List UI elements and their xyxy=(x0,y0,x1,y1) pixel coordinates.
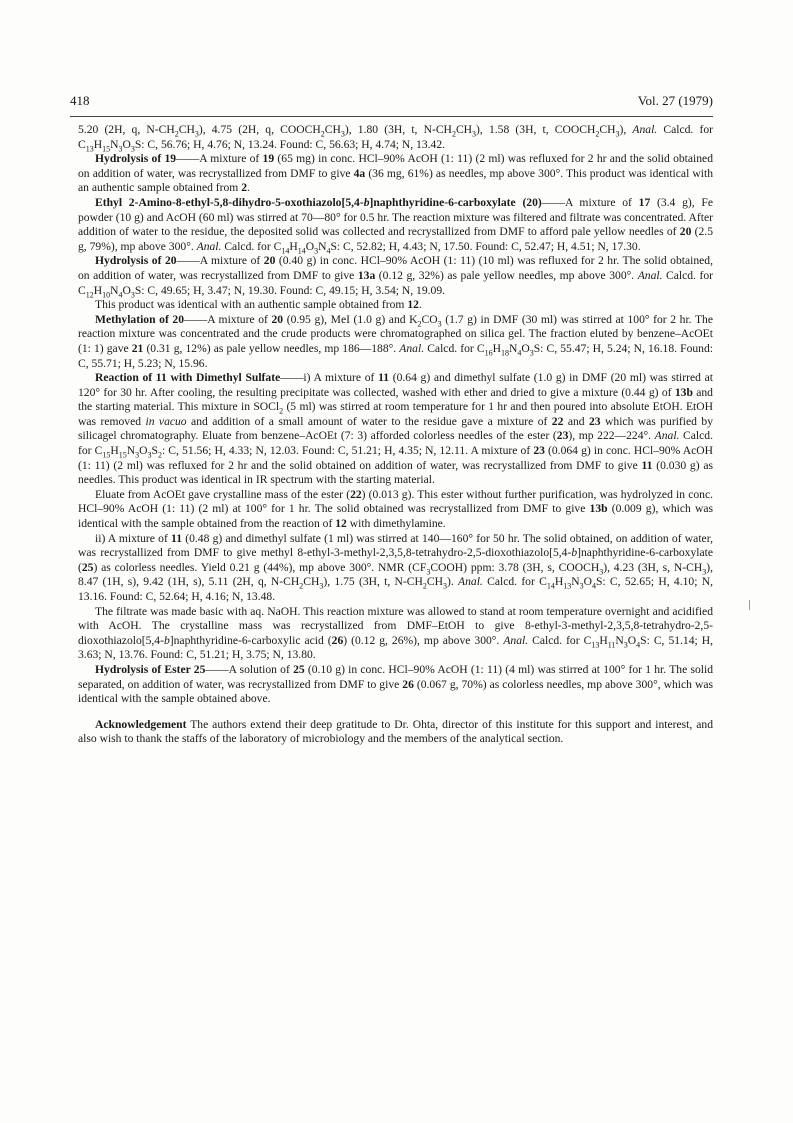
text-run: 26 xyxy=(402,677,414,691)
text-run: 2 xyxy=(417,319,422,329)
text-run: : C, 51.56; H, 4.33; N, 12.03. Found: C, 51.21; H, 4.35; N, 12.11. A mixture of xyxy=(161,444,534,458)
text-run: Calcd. for C xyxy=(78,429,713,458)
text-run: and addition of a small amount of water to the residue gave a mixture of xyxy=(186,414,552,428)
text-run: . xyxy=(247,181,250,195)
text-run: (2.5 g, 79%), mp above 300°. xyxy=(78,225,713,253)
text-run: 3 xyxy=(319,581,324,591)
text-run: in vacuo xyxy=(145,414,187,428)
text-run: Anal. xyxy=(637,268,663,282)
paragraph xyxy=(78,532,713,605)
text-run: 4a xyxy=(353,166,366,180)
text-run: Methylation of 20 xyxy=(95,312,185,326)
text-run: 2 xyxy=(157,450,162,460)
text-run: COOH) ppm: 3.78 (3H, s, COOCH xyxy=(430,560,600,574)
text-run: 3 xyxy=(135,450,140,460)
text-run: 5.20 (2H, q, N-CH xyxy=(78,123,175,136)
text-run: S: C, 52.65; H, 4.10; N, 13.16. Found: C, 52.64; H, 4.16; N, 13.48. xyxy=(78,575,713,603)
text-run: Anal. xyxy=(654,429,680,443)
text-run: ) (0.12 g, 26%), mp above 300°. xyxy=(343,633,504,647)
text-run: ——A mixture of xyxy=(184,312,272,326)
text-run: This product was identical with an authentic sample obtained from xyxy=(95,298,408,312)
text-run: CO xyxy=(421,312,438,326)
text-run: 4 xyxy=(326,246,331,256)
text-run: 12 xyxy=(85,289,94,299)
text-run: 23 xyxy=(533,444,545,458)
text-run: 25 xyxy=(293,662,305,676)
text-run: 20 xyxy=(271,312,284,326)
text-run: 2 xyxy=(595,129,600,139)
text-run: 21 xyxy=(131,341,144,355)
text-run: (0.48 g) and dimethyl sulfate (1 ml) was stirred at 140—160° for 50 hr. The solid obtained, on addition of water, was recrystallized from DMF to give methyl 8-ethyl-3-methyl-2,3,5,8-tetrahydro-2,5-dioxothiazolo[5,4- xyxy=(78,531,713,560)
text-run: ——A solution of xyxy=(205,662,294,676)
text-run: H xyxy=(289,239,298,253)
text-run: 23 xyxy=(589,414,601,428)
experimental-text xyxy=(78,123,713,747)
text-run: S: C, 55.47; H, 5.24; N, 16.18. Found: C, 55.71; H, 5.23; N, 15.96. xyxy=(78,341,713,370)
text-run: . xyxy=(418,298,422,312)
text-run: N xyxy=(508,341,518,355)
text-run: S: C, 56.76; H, 4.76; N, 13.24. Found: C, 56.63; H, 4.74; N, 13.42. xyxy=(134,137,446,151)
text-run: ), xyxy=(619,123,633,136)
paragraph xyxy=(78,605,713,663)
text-run: N xyxy=(318,239,327,253)
text-run: Anal. xyxy=(632,123,658,136)
text-run: b xyxy=(163,633,170,647)
text-run: N xyxy=(615,633,624,647)
text-run: Calcd. for C xyxy=(528,633,592,647)
text-run: ), mp 222—224°. xyxy=(568,429,655,443)
text-run: 13 xyxy=(563,581,572,591)
text-run: O xyxy=(122,137,131,151)
text-run: (0.31 g, 12%) as pale yellow needles, mp 186—188°. xyxy=(143,341,400,355)
text-run: O xyxy=(583,575,592,589)
text-run: b xyxy=(363,195,370,209)
text-run: (65 mg) in conc. HCl–90% AcOH (1: 11) (2 ml) was refluxed for 2 hr and the solid obtained on addition of water, was recrystallized from DMF to give xyxy=(78,152,713,180)
text-run: S xyxy=(151,444,158,458)
text-run: The authors extend their deep gratitude to Dr. Ohta, director of this institute for this support and interest, and also wish to thank the staffs of the laboratory of microbiology and the members of the analytical section. xyxy=(78,717,713,746)
text-run: (0.064 g) in conc. HCl–90% AcOH (1: 11) (2 ml) was refluxed for 2 hr and the solid obtained on addition of water, was recrystallized from DMF to give xyxy=(78,444,713,472)
text-run: (5 ml) was stirred at room temperature for 1 hr and then poured into absolute EtOH. EtOH was removed xyxy=(78,400,713,428)
text-run: ——A mixture of xyxy=(176,152,263,166)
text-run: 3 xyxy=(426,567,431,577)
text-run: S: C, 52.82; H, 4.43; N, 17.50. Found: C, 52.47; H, 4.51; N, 17.30. xyxy=(330,239,641,253)
text-run: Calcd. for C xyxy=(78,123,713,151)
text-run: which was purified by silicagel chromatography. Eluate from benzene–AcOEt (7: 3) afforded colorless needles of the ester ( xyxy=(78,414,713,443)
text-run: 19 xyxy=(262,152,275,166)
text-run: CH xyxy=(324,123,341,136)
text-run: 15 xyxy=(118,450,127,460)
text-run: Hydrolysis of 19 xyxy=(95,152,177,166)
text-run: ), 4.75 (2H, q, COOCH xyxy=(198,123,321,136)
text-run: 2 xyxy=(174,129,179,139)
text-run: 2 xyxy=(451,129,456,139)
text-run: 10 xyxy=(102,289,111,299)
text-run: 4 xyxy=(591,581,596,591)
text-run: (3.4 g), Fe powder (10 g) and AcOH (60 ml) was stirred at 70—80° for 0.5 hr. The reaction mixture was filtered and filtrate was concentrated. After addition of water to the residue, the deposited solid was collected and recrystallized from DMF to afford pale yellow needles of xyxy=(78,195,714,239)
text-run: CH xyxy=(178,123,195,136)
text-run: with dimethylamine. xyxy=(346,517,446,531)
text-run: 4 xyxy=(118,289,123,299)
text-run: N xyxy=(110,283,119,297)
text-run: Ethyl 2-Amino-8-ethyl-5,8-dihydro-5-oxothiazolo[5,4- xyxy=(95,195,364,209)
text-run: O xyxy=(122,283,131,297)
text-run: 17 xyxy=(638,195,651,209)
text-run: H xyxy=(110,444,119,458)
text-run: ]naphthyridine-6-carboxylic acid ( xyxy=(169,633,332,647)
text-run: Anal. xyxy=(503,633,529,647)
text-run: 13 xyxy=(85,143,94,153)
text-run: Calcd. for C xyxy=(221,239,282,253)
text-run: H xyxy=(93,283,103,297)
text-run: 2 xyxy=(422,581,427,591)
text-run: 3 xyxy=(194,129,199,139)
text-run: ), 1.75 (3H, t, N-CH xyxy=(323,575,423,589)
text-run: 3 xyxy=(130,143,135,153)
text-run: O xyxy=(139,444,148,458)
text-run: 3 xyxy=(130,289,135,299)
paragraph xyxy=(78,298,713,313)
text-run: 11 xyxy=(641,458,653,472)
text-run: 26 xyxy=(331,633,344,647)
text-run: 15 xyxy=(102,143,111,153)
paragraph xyxy=(78,718,713,747)
text-run: Calcd. for C xyxy=(482,575,547,589)
text-run: 3 xyxy=(599,567,604,577)
text-run: N xyxy=(571,575,580,589)
text-run: ]naphthyridine-6-carboxylate ( xyxy=(78,546,713,574)
text-run: 23 xyxy=(556,429,569,443)
paragraph xyxy=(78,313,713,371)
text-run: S: C, 49.65; H, 3.47; N, 19.30. Found: C, 49.15; H, 3.54; N, 19.09. xyxy=(134,283,446,297)
text-run: H xyxy=(554,575,564,589)
text-run: 4 xyxy=(636,640,641,650)
text-run: ]naphthyridine-6-carboxylate (20) xyxy=(369,195,542,209)
text-run: ). xyxy=(447,575,459,589)
text-run: ), 1.80 (3H, t, N-CH xyxy=(344,123,452,136)
text-run: H xyxy=(492,341,501,355)
text-run: ) (0.013 g). This ester without further purification, was hydrolyzed in conc. HCl–90% AcOH (1: 11) (2 ml) at 100° for 1 hr. The solid obtained was recrystallized from DMF to give xyxy=(78,487,713,516)
text-run: 13a xyxy=(357,268,376,282)
text-run: O xyxy=(521,341,530,355)
text-run: Anal. xyxy=(196,239,222,253)
text-run: (0.64 g) and dimethyl sulfate (1.0 g) in DMF (20 ml) was stirred at 120° for 30 hr. After cooling, the resulting precipitate was collected, washed with ether and dried to give a mixture (0.44 g) of xyxy=(78,371,713,399)
text-run: 3 xyxy=(615,129,620,139)
text-run: CH xyxy=(426,575,443,589)
text-run: 14 xyxy=(297,246,306,256)
text-run: ——A mixture of xyxy=(541,195,639,209)
text-run: 14 xyxy=(546,581,555,591)
text-run: 16 xyxy=(484,348,493,358)
text-run: 3 xyxy=(118,143,123,153)
text-run: Acknowledgement xyxy=(95,717,187,731)
text-run: ——i) A mixture of xyxy=(280,371,379,385)
text-run: Calcd. for C xyxy=(424,341,485,355)
text-run: 3 xyxy=(529,348,534,358)
text-run: O xyxy=(627,633,637,647)
text-run: 3 xyxy=(702,567,707,577)
text-run: 13 xyxy=(591,640,600,650)
text-run: 11 xyxy=(171,531,183,545)
text-run: 3 xyxy=(579,581,584,591)
text-run: and xyxy=(563,414,589,428)
text-run: 18 xyxy=(500,348,509,358)
text-run: 12 xyxy=(335,517,347,531)
text-run: 4 xyxy=(517,348,522,358)
paragraph xyxy=(78,254,713,298)
text-run: (0.009 g), which was identical with the sample obtained from the reaction of xyxy=(78,502,713,531)
text-run: CH xyxy=(455,123,473,136)
text-run: 14 xyxy=(281,246,290,256)
text-run: and the starting material. This mixture in SOCl xyxy=(78,385,713,414)
text-run: 13b xyxy=(674,385,693,399)
text-run: Reaction of 11 with Dimethyl Sulfate xyxy=(95,371,281,385)
text-run: O xyxy=(305,239,315,253)
text-run: 3 xyxy=(623,640,628,650)
text-run: The filtrate was made basic with aq. NaOH. This reaction mixture was allowed to stand at room temperature overnight and acidified with AcOH. The crystalline mass was recrystallized from DMF–EtOH to give 8-ethyl-3-methyl-2,3,5,8-tetrahydro-2,5-dioxothiazolo[5,4- xyxy=(78,604,713,647)
text-run: H xyxy=(93,137,103,151)
text-run: ), 1.58 (3H, t, COOCH xyxy=(476,123,596,136)
text-run: (36 mg, 61%) as needles, mp above 300°. This product was identical with an authentic sample obtained from xyxy=(78,166,714,195)
text-run: 13b xyxy=(589,502,608,516)
text-run: 22 xyxy=(350,487,362,501)
text-run: Anal. xyxy=(399,341,425,355)
text-run: 2 xyxy=(279,406,284,416)
text-run: 12 xyxy=(407,298,419,312)
text-run: N xyxy=(110,137,119,151)
text-run: Anal. xyxy=(458,575,483,589)
text-run: 3 xyxy=(472,129,477,139)
text-run: 2 xyxy=(299,581,304,591)
text-run: (1.7 g) in DMF (30 ml) was stirred at 100° for 2 hr. The reaction mixture was concentrated and the crude products were chromatographed on silica gel. The fraction eluted by benzene–AcOEt (1: 1) gave xyxy=(78,312,713,355)
text-run: (0.10 g) in conc. HCl–90% AcOH (1: 11) (4 ml) was stirred at 100° for 1 hr. The solid separated, on addition of water, was recrystallized from DMF to give xyxy=(78,662,713,691)
text-run: 3 xyxy=(340,129,345,139)
paragraph xyxy=(78,663,713,707)
text-run: 20 xyxy=(679,225,692,239)
text-run: H xyxy=(599,633,608,647)
text-run: 15 xyxy=(102,450,111,460)
page-number: 418 xyxy=(70,93,90,108)
text-run: 3 xyxy=(443,581,447,591)
text-run: 22 xyxy=(551,414,564,428)
text-run: N xyxy=(126,444,136,458)
text-run: 11 xyxy=(607,640,616,650)
margin-mark xyxy=(749,600,750,610)
text-run: ii) A mixture of xyxy=(95,531,172,545)
text-run: ——A mixture of xyxy=(176,254,264,268)
text-run: Hydrolysis of 20 xyxy=(95,254,177,268)
text-run: (0.12 g, 32%) as pale yellow needles, mp above 300°. xyxy=(375,268,638,282)
header-rule xyxy=(70,116,713,117)
text-run: CH xyxy=(599,123,616,136)
paragraph xyxy=(78,152,713,196)
text-run: b xyxy=(571,546,578,560)
text-run: 3 xyxy=(314,246,319,256)
text-run: Eluate from AcOEt gave crystalline mass of the ester ( xyxy=(95,487,351,501)
text-run: Calcd. for C xyxy=(78,268,714,297)
text-run: 3 xyxy=(437,319,442,329)
text-run: 20 xyxy=(263,254,276,268)
paragraph xyxy=(78,371,713,488)
text-run: 2 xyxy=(241,181,248,195)
text-run: 3 xyxy=(147,450,152,460)
page-header xyxy=(70,93,713,113)
text-run: S: C, 51.14; H, 3.63; N, 13.76. Found: C, 51.21; H, 3.75; N, 13.80. xyxy=(78,633,714,662)
text-run: 2 xyxy=(320,129,325,139)
text-run: (0.40 g) in conc. HCl–90% AcOH (1: 11) (10 ml) was refluxed for 2 hr. The solid obtained, on addition of water, was recrystallized from DMF to give xyxy=(78,254,713,282)
paragraph xyxy=(78,123,713,152)
text-run: 11 xyxy=(378,371,390,385)
text-run: Hydrolysis of Ester 25 xyxy=(95,662,206,676)
text-run: ), 4.23 (3H, s, N-CH xyxy=(603,560,703,574)
text-run: ), 8.47 (1H, s), 9.42 (1H, s), 5.11 (2H, q, N-CH xyxy=(78,560,714,589)
text-run: ) as colorless needles. Yield 0.21 g (44%), mp above 300°. NMR (CF xyxy=(93,560,427,574)
paragraph xyxy=(78,488,713,532)
paragraph xyxy=(78,196,713,254)
text-run: (0.030 g) as needles. This product was identical in IR spectrum with the starting material. xyxy=(78,458,713,487)
text-run: (0.067 g, 70%) as colorless needles, mp above 300°, which was identical with the sample obtained above. xyxy=(78,677,713,706)
text-run: 25 xyxy=(81,560,94,574)
text-run: (0.95 g), MeI (1.0 g) and K xyxy=(283,312,418,326)
text-run: CH xyxy=(303,575,320,589)
volume-label: Vol. 27 (1979) xyxy=(637,93,713,108)
